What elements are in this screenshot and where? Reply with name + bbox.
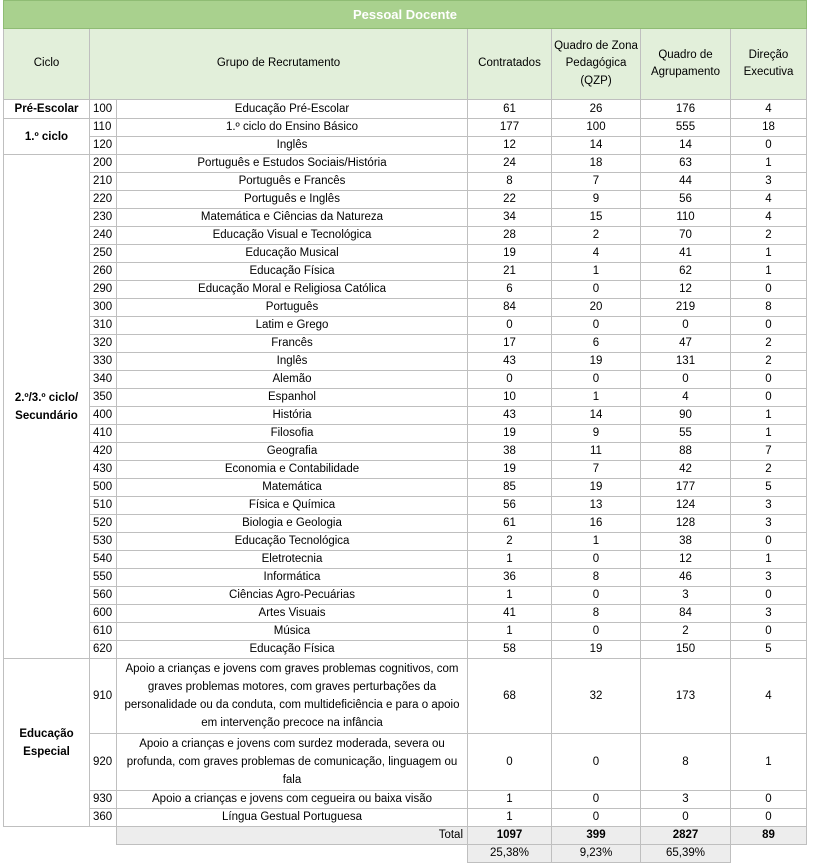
contratados-value: 38 <box>468 443 552 461</box>
contratados-value: 12 <box>468 137 552 155</box>
quadro-agrupamento-value: 110 <box>641 209 731 227</box>
table-row <box>4 281 807 299</box>
recruitment-code: 340 <box>90 371 117 389</box>
recruitment-group: Educação Pré-Escolar <box>117 100 468 119</box>
direcao-value: 1 <box>731 245 807 263</box>
quadro-agrupamento-value: 8 <box>641 734 731 791</box>
recruitment-code: 320 <box>90 335 117 353</box>
quadro-agrupamento-value: 55 <box>641 425 731 443</box>
quadro-agrupamento-value: 44 <box>641 173 731 191</box>
direcao-value: 1 <box>731 263 807 281</box>
recruitment-code: 220 <box>90 191 117 209</box>
direcao-value: 7 <box>731 443 807 461</box>
header-quadro-agrupamento: Quadro de Agrupamento <box>641 29 731 100</box>
recruitment-group: Latim e Grego <box>117 317 468 335</box>
qzp-value: 7 <box>552 173 641 191</box>
recruitment-group: Português e Estudos Sociais/História <box>117 155 468 173</box>
recruitment-group: Educação Física <box>117 263 468 281</box>
ciclo-segundo: 2.º/3.º ciclo/ Secundário <box>4 155 90 659</box>
qzp-value: 0 <box>552 317 641 335</box>
contratados-value: 19 <box>468 425 552 443</box>
direcao-value: 0 <box>731 371 807 389</box>
recruitment-code: 430 <box>90 461 117 479</box>
qzp-value: 0 <box>552 587 641 605</box>
table-row <box>4 119 807 137</box>
quadro-agrupamento-value: 47 <box>641 335 731 353</box>
quadro-agrupamento-value: 63 <box>641 155 731 173</box>
recruitment-code: 920 <box>90 734 117 791</box>
total-quadro-agrupamento: 2827 <box>641 827 731 845</box>
table-row <box>4 443 807 461</box>
quadro-agrupamento-value: 0 <box>641 317 731 335</box>
table-row <box>4 263 807 281</box>
quadro-agrupamento-value: 12 <box>641 551 731 569</box>
ciclo-primeiro: 1.º ciclo <box>4 119 90 155</box>
recruitment-code: 930 <box>90 791 117 809</box>
recruitment-group: Informática <box>117 569 468 587</box>
quadro-agrupamento-value: 14 <box>641 137 731 155</box>
recruitment-group: Educação Tecnológica <box>117 533 468 551</box>
direcao-value: 4 <box>731 659 807 734</box>
contratados-value: 19 <box>468 245 552 263</box>
direcao-value: 3 <box>731 605 807 623</box>
total-contratados: 1097 <box>468 827 552 845</box>
contratados-value: 43 <box>468 353 552 371</box>
table-row <box>4 569 807 587</box>
total-direcao: 89 <box>731 827 807 845</box>
contratados-value: 6 <box>468 281 552 299</box>
direcao-value: 1 <box>731 407 807 425</box>
contratados-value: 22 <box>468 191 552 209</box>
direcao-value: 1 <box>731 551 807 569</box>
total-row <box>4 827 807 845</box>
recruitment-code: 100 <box>90 100 117 119</box>
recruitment-group: Matemática e Ciências da Natureza <box>117 209 468 227</box>
contratados-value: 84 <box>468 299 552 317</box>
recruitment-group: Filosofia <box>117 425 468 443</box>
recruitment-code: 560 <box>90 587 117 605</box>
recruitment-code: 620 <box>90 641 117 659</box>
recruitment-code: 200 <box>90 155 117 173</box>
recruitment-group: Biologia e Geologia <box>117 515 468 533</box>
recruitment-code: 600 <box>90 605 117 623</box>
direcao-value: 0 <box>731 623 807 641</box>
qzp-value: 18 <box>552 155 641 173</box>
qzp-value: 14 <box>552 137 641 155</box>
recruitment-group: Música <box>117 623 468 641</box>
contratados-value: 58 <box>468 641 552 659</box>
recruitment-group: Português <box>117 299 468 317</box>
contratados-value: 34 <box>468 209 552 227</box>
qzp-value: 9 <box>552 425 641 443</box>
quadro-agrupamento-value: 62 <box>641 263 731 281</box>
contratados-value: 8 <box>468 173 552 191</box>
recruitment-code: 500 <box>90 479 117 497</box>
table-row <box>4 299 807 317</box>
quadro-agrupamento-value: 4 <box>641 389 731 407</box>
recruitment-group: Ciências Agro-Pecuárias <box>117 587 468 605</box>
recruitment-group: Português e Inglês <box>117 191 468 209</box>
total-label: Total <box>117 827 468 845</box>
table-row <box>4 533 807 551</box>
recruitment-code: 410 <box>90 425 117 443</box>
direcao-value: 5 <box>731 641 807 659</box>
quadro-agrupamento-value: 150 <box>641 641 731 659</box>
table-row <box>4 641 807 659</box>
quadro-agrupamento-value: 3 <box>641 791 731 809</box>
contratados-value: 1 <box>468 587 552 605</box>
qzp-value: 13 <box>552 497 641 515</box>
quadro-agrupamento-value: 173 <box>641 659 731 734</box>
contratados-value: 68 <box>468 659 552 734</box>
table-row <box>4 371 807 389</box>
contratados-value: 36 <box>468 569 552 587</box>
recruitment-code: 110 <box>90 119 117 137</box>
quadro-agrupamento-value: 41 <box>641 245 731 263</box>
contratados-value: 1 <box>468 809 552 827</box>
contratados-value: 1 <box>468 623 552 641</box>
header-ciclo: Ciclo <box>4 29 90 100</box>
table-row <box>4 551 807 569</box>
direcao-value: 2 <box>731 227 807 245</box>
recruitment-code: 360 <box>90 809 117 827</box>
direcao-value: 3 <box>731 569 807 587</box>
table-row <box>4 515 807 533</box>
qzp-value: 26 <box>552 100 641 119</box>
recruitment-group: Educação Física <box>117 641 468 659</box>
recruitment-group: Francês <box>117 335 468 353</box>
quadro-agrupamento-value: 12 <box>641 281 731 299</box>
direcao-value: 4 <box>731 191 807 209</box>
qzp-value: 9 <box>552 191 641 209</box>
contratados-value: 61 <box>468 515 552 533</box>
direcao-value: 0 <box>731 389 807 407</box>
direcao-value: 1 <box>731 734 807 791</box>
ciclo-pre: Pré-Escolar <box>4 100 90 119</box>
qzp-value: 0 <box>552 791 641 809</box>
contratados-value: 61 <box>468 100 552 119</box>
recruitment-code: 290 <box>90 281 117 299</box>
spacer <box>4 827 117 845</box>
percent-quadro-agrupamento: 65,39% <box>641 845 731 863</box>
quadro-agrupamento-value: 0 <box>641 371 731 389</box>
recruitment-group: Eletrotecnia <box>117 551 468 569</box>
percent-contratados: 25,38% <box>468 845 552 863</box>
contratados-value: 2 <box>468 533 552 551</box>
recruitment-code: 250 <box>90 245 117 263</box>
table-row <box>4 245 807 263</box>
header-qzp: Quadro de Zona Pedagógica (QZP) <box>552 29 641 100</box>
qzp-value: 32 <box>552 659 641 734</box>
qzp-value: 19 <box>552 641 641 659</box>
qzp-value: 2 <box>552 227 641 245</box>
recruitment-group: Apoio a crianças e jovens com graves problemas cognitivos, com graves problemas motores, com graves perturbações da personalidade ou da conduta, com multideficiência e para o apoio em intervenção precoce na infância <box>117 659 468 734</box>
direcao-value: 0 <box>731 533 807 551</box>
direcao-value: 0 <box>731 587 807 605</box>
qzp-value: 0 <box>552 281 641 299</box>
contratados-value: 41 <box>468 605 552 623</box>
ciclo-especial: Educação Especial <box>4 659 90 827</box>
recruitment-code: 510 <box>90 497 117 515</box>
recruitment-code: 350 <box>90 389 117 407</box>
quadro-agrupamento-value: 2 <box>641 623 731 641</box>
qzp-value: 8 <box>552 605 641 623</box>
recruitment-group: Artes Visuais <box>117 605 468 623</box>
percent-qzp: 9,23% <box>552 845 641 863</box>
qzp-value: 16 <box>552 515 641 533</box>
quadro-agrupamento-value: 70 <box>641 227 731 245</box>
contratados-value: 43 <box>468 407 552 425</box>
qzp-value: 0 <box>552 371 641 389</box>
qzp-value: 15 <box>552 209 641 227</box>
recruitment-code: 120 <box>90 137 117 155</box>
recruitment-group: Educação Visual e Tecnológica <box>117 227 468 245</box>
contratados-value: 0 <box>468 317 552 335</box>
direcao-value: 3 <box>731 173 807 191</box>
table-row <box>4 659 807 734</box>
qzp-value: 8 <box>552 569 641 587</box>
qzp-value: 0 <box>552 734 641 791</box>
percent-row <box>4 845 807 863</box>
recruitment-code: 260 <box>90 263 117 281</box>
qzp-value: 19 <box>552 353 641 371</box>
quadro-agrupamento-value: 90 <box>641 407 731 425</box>
direcao-value: 18 <box>731 119 807 137</box>
direcao-value: 4 <box>731 100 807 119</box>
contratados-value: 0 <box>468 371 552 389</box>
qzp-value: 1 <box>552 533 641 551</box>
pessoal-docente-table <box>3 0 807 863</box>
table-row <box>4 425 807 443</box>
qzp-value: 0 <box>552 623 641 641</box>
table-title: Pessoal Docente <box>4 1 807 29</box>
recruitment-code: 540 <box>90 551 117 569</box>
quadro-agrupamento-value: 3 <box>641 587 731 605</box>
contratados-value: 0 <box>468 734 552 791</box>
qzp-value: 4 <box>552 245 641 263</box>
direcao-value: 1 <box>731 425 807 443</box>
recruitment-group: Matemática <box>117 479 468 497</box>
contratados-value: 85 <box>468 479 552 497</box>
recruitment-group: Economia e Contabilidade <box>117 461 468 479</box>
recruitment-code: 240 <box>90 227 117 245</box>
direcao-value: 8 <box>731 299 807 317</box>
contratados-value: 1 <box>468 791 552 809</box>
recruitment-code: 400 <box>90 407 117 425</box>
qzp-value: 0 <box>552 809 641 827</box>
table-row <box>4 173 807 191</box>
recruitment-code: 330 <box>90 353 117 371</box>
contratados-value: 56 <box>468 497 552 515</box>
recruitment-group: Apoio a crianças e jovens com surdez moderada, severa ou profunda, com graves problemas de comunicação, linguagem ou fala <box>117 734 468 791</box>
contratados-value: 10 <box>468 389 552 407</box>
table-row <box>4 479 807 497</box>
spacer <box>731 845 807 863</box>
recruitment-group: Língua Gestual Portuguesa <box>117 809 468 827</box>
direcao-value: 5 <box>731 479 807 497</box>
direcao-value: 0 <box>731 809 807 827</box>
contratados-value: 177 <box>468 119 552 137</box>
recruitment-code: 530 <box>90 533 117 551</box>
table-row <box>4 587 807 605</box>
recruitment-group: Espanhol <box>117 389 468 407</box>
quadro-agrupamento-value: 219 <box>641 299 731 317</box>
qzp-value: 0 <box>552 551 641 569</box>
quadro-agrupamento-value: 0 <box>641 809 731 827</box>
recruitment-code: 420 <box>90 443 117 461</box>
recruitment-group: 1.º ciclo do Ensino Básico <box>117 119 468 137</box>
quadro-agrupamento-value: 88 <box>641 443 731 461</box>
direcao-value: 1 <box>731 155 807 173</box>
table-row <box>4 497 807 515</box>
header-direcao: Direção Executiva <box>731 29 807 100</box>
recruitment-code: 910 <box>90 659 117 734</box>
recruitment-group: Português e Francês <box>117 173 468 191</box>
quadro-agrupamento-value: 124 <box>641 497 731 515</box>
table-row <box>4 227 807 245</box>
recruitment-code: 610 <box>90 623 117 641</box>
quadro-agrupamento-value: 56 <box>641 191 731 209</box>
recruitment-group: Inglês <box>117 137 468 155</box>
table-row <box>4 335 807 353</box>
recruitment-group: Educação Musical <box>117 245 468 263</box>
table-row <box>4 317 807 335</box>
recruitment-code: 520 <box>90 515 117 533</box>
recruitment-group: Inglês <box>117 353 468 371</box>
quadro-agrupamento-value: 131 <box>641 353 731 371</box>
table-row <box>4 100 807 119</box>
qzp-value: 20 <box>552 299 641 317</box>
header-grupo: Grupo de Recrutamento <box>90 29 468 100</box>
direcao-value: 0 <box>731 137 807 155</box>
quadro-agrupamento-value: 84 <box>641 605 731 623</box>
recruitment-group: Física e Química <box>117 497 468 515</box>
qzp-value: 14 <box>552 407 641 425</box>
direcao-value: 2 <box>731 353 807 371</box>
qzp-value: 1 <box>552 263 641 281</box>
qzp-value: 100 <box>552 119 641 137</box>
table-row <box>4 461 807 479</box>
recruitment-group: Apoio a crianças e jovens com cegueira ou baixa visão <box>117 791 468 809</box>
contratados-value: 24 <box>468 155 552 173</box>
table-row <box>4 209 807 227</box>
qzp-value: 1 <box>552 389 641 407</box>
quadro-agrupamento-value: 177 <box>641 479 731 497</box>
direcao-value: 3 <box>731 497 807 515</box>
table-row <box>4 353 807 371</box>
qzp-value: 11 <box>552 443 641 461</box>
recruitment-code: 210 <box>90 173 117 191</box>
direcao-value: 2 <box>731 335 807 353</box>
contratados-value: 1 <box>468 551 552 569</box>
direcao-value: 0 <box>731 281 807 299</box>
quadro-agrupamento-value: 46 <box>641 569 731 587</box>
spacer <box>4 845 468 863</box>
table-row <box>4 734 807 791</box>
total-qzp: 399 <box>552 827 641 845</box>
quadro-agrupamento-value: 176 <box>641 100 731 119</box>
contratados-value: 28 <box>468 227 552 245</box>
direcao-value: 0 <box>731 791 807 809</box>
recruitment-group: Educação Moral e Religiosa Católica <box>117 281 468 299</box>
recruitment-code: 310 <box>90 317 117 335</box>
quadro-agrupamento-value: 555 <box>641 119 731 137</box>
contratados-value: 17 <box>468 335 552 353</box>
header-contratados: Contratados <box>468 29 552 100</box>
qzp-value: 7 <box>552 461 641 479</box>
table-row <box>4 137 807 155</box>
direcao-value: 3 <box>731 515 807 533</box>
table-row <box>4 155 807 173</box>
recruitment-group: História <box>117 407 468 425</box>
table-row <box>4 791 807 809</box>
table-row <box>4 389 807 407</box>
recruitment-group: Geografia <box>117 443 468 461</box>
recruitment-code: 550 <box>90 569 117 587</box>
table-row <box>4 407 807 425</box>
quadro-agrupamento-value: 128 <box>641 515 731 533</box>
table-row <box>4 623 807 641</box>
contratados-value: 21 <box>468 263 552 281</box>
table-row <box>4 605 807 623</box>
direcao-value: 4 <box>731 209 807 227</box>
quadro-agrupamento-value: 38 <box>641 533 731 551</box>
recruitment-code: 230 <box>90 209 117 227</box>
quadro-agrupamento-value: 42 <box>641 461 731 479</box>
direcao-value: 0 <box>731 317 807 335</box>
table-row <box>4 809 807 827</box>
recruitment-group: Alemão <box>117 371 468 389</box>
qzp-value: 6 <box>552 335 641 353</box>
qzp-value: 19 <box>552 479 641 497</box>
contratados-value: 19 <box>468 461 552 479</box>
recruitment-code: 300 <box>90 299 117 317</box>
direcao-value: 2 <box>731 461 807 479</box>
table-row <box>4 191 807 209</box>
